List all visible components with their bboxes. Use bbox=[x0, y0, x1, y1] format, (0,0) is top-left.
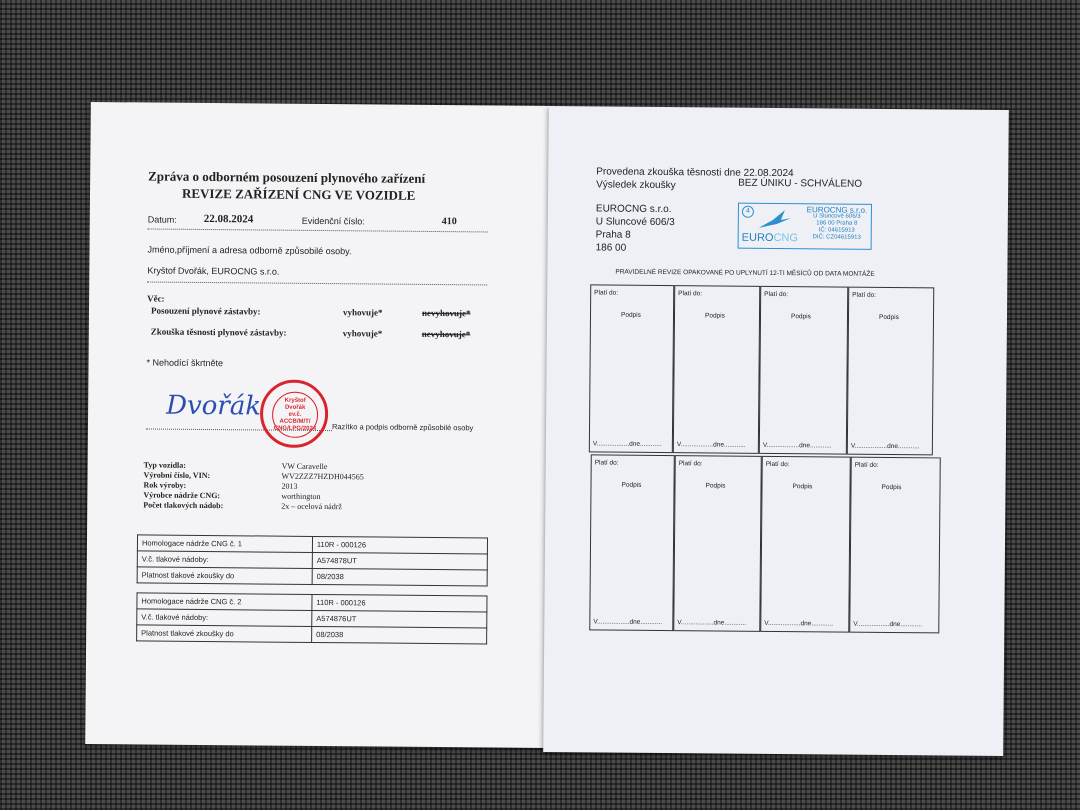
row1-ok: vyhovuje* bbox=[342, 307, 383, 318]
table-cell: A574878UT bbox=[312, 552, 487, 570]
brand-part: EURO bbox=[741, 231, 774, 244]
row2-label: Zkouška těsnosti plynové zástavby: bbox=[150, 326, 287, 338]
stamp-line: CNG/LPG/2024 bbox=[273, 425, 317, 432]
revisions-title: PRAVIDELNÉ REVIZE OPAKOVANÉ PO UPLYNUTÍ 12-TI MĚSÍCŮ OD DATA MONTÁŽE bbox=[615, 268, 875, 278]
place-date-line: V..................dne............ bbox=[677, 619, 747, 627]
company-name: EUROCNG s.r.o. bbox=[595, 203, 672, 216]
stamp-info-line: U Sluncové 606/3 bbox=[813, 213, 861, 220]
tank1-table bbox=[137, 534, 488, 586]
company-city: Praha 8 bbox=[595, 229, 631, 241]
hummingbird-icon bbox=[755, 208, 795, 232]
table-cell: 08/2038 bbox=[312, 626, 487, 644]
person-value: Kryštof Dvořák, EUROCNG s.r.o. bbox=[147, 265, 280, 277]
signature-label: Podpis bbox=[704, 312, 725, 320]
place-date-line: V..................dne............ bbox=[850, 442, 920, 451]
revision-cell bbox=[849, 457, 941, 634]
left-page bbox=[85, 102, 553, 748]
person-label: Jméno,příjmení a adresa odborně způsobilé osoby. bbox=[147, 244, 352, 257]
divider bbox=[147, 281, 487, 285]
tank-count-value: 2x – ocelová nádrž bbox=[281, 501, 342, 512]
report-subtitle: REVIZE ZAŘÍZENÍ CNG VE VOZIDLE bbox=[181, 185, 416, 203]
table-cell: Homologace nádrže CNG č. 1 bbox=[137, 535, 312, 553]
valid-until-label: Platí do: bbox=[594, 289, 619, 297]
valid-until-label: Platí do: bbox=[678, 460, 703, 468]
report-title: Zpráva o odborném posouzení plynového zařízení bbox=[148, 168, 426, 186]
tank-maker-value: worthington bbox=[281, 491, 321, 502]
vin-value: WV2ZZZ7HZDH044565 bbox=[281, 471, 364, 482]
place-date-line: V..................dne............ bbox=[853, 620, 923, 629]
stamp-info-line: IČ: 04615913 bbox=[818, 227, 855, 234]
evid-label: Evidenční číslo: bbox=[301, 215, 365, 227]
result-value: BEZ ÚNIKU - SCHVÁLENO bbox=[738, 177, 863, 190]
vin-label: Výrobní číslo, VIN: bbox=[143, 470, 211, 481]
stamp-line: ACCB/M/T/ bbox=[279, 418, 311, 425]
footnote: * Nehodící škrtněte bbox=[146, 357, 224, 369]
table-cell: V.č. tlakové nádoby: bbox=[137, 609, 312, 627]
signature-label: Podpis bbox=[881, 483, 902, 492]
signature-label: Podpis bbox=[705, 482, 726, 490]
tank-maker-label: Výrobce nádrže CNG: bbox=[143, 490, 221, 501]
table-cell: Platnost tlakové zkoušky do bbox=[137, 567, 312, 585]
stamp-caption: Razítko a podpis odborně způsobilé osoby bbox=[331, 422, 474, 433]
vec-label: Věc: bbox=[147, 293, 165, 304]
year-label: Rok výroby: bbox=[143, 480, 187, 490]
row1-nok: nevyhovuje* bbox=[421, 307, 471, 319]
table-cell: Platnost tlakové zkoušky do bbox=[137, 625, 312, 643]
table-cell: 110R - 000126 bbox=[312, 594, 487, 612]
revision-cell bbox=[760, 456, 851, 633]
datum-value: 22.08.2024 bbox=[203, 212, 254, 226]
stamp-info-line: DIČ: CZ04615913 bbox=[812, 234, 861, 241]
revision-cell bbox=[847, 287, 934, 456]
year-value: 2013 bbox=[281, 481, 298, 491]
revision-cell bbox=[759, 286, 848, 455]
tank-count-label: Počet tlakových nádob: bbox=[143, 500, 224, 511]
valid-until-label: Platí do: bbox=[678, 290, 703, 298]
table-row bbox=[137, 625, 487, 644]
signature-label: Podpis bbox=[790, 313, 811, 321]
revision-cell bbox=[589, 284, 674, 453]
brand-logo bbox=[742, 232, 798, 244]
place-date-line: V..................dne............ bbox=[762, 441, 832, 450]
place-date-line: V..................dne............ bbox=[764, 619, 834, 628]
stamp-line: ev.č. bbox=[288, 411, 302, 418]
signature-label: Podpis bbox=[621, 481, 642, 489]
tank2-table bbox=[136, 592, 487, 644]
revision-cell bbox=[673, 285, 760, 454]
company-street: U Sluncové 606/3 bbox=[595, 216, 675, 229]
datum-label: Datum: bbox=[147, 214, 177, 225]
place-date-line: V..................dne............ bbox=[676, 441, 746, 449]
company-stamp bbox=[738, 203, 872, 250]
row2-ok: vyhovuje* bbox=[342, 328, 383, 339]
table-cell: 08/2038 bbox=[312, 568, 487, 586]
vehicle-type-label: Typ vozidla: bbox=[143, 460, 186, 470]
evid-value: 410 bbox=[441, 216, 457, 228]
divider bbox=[148, 228, 488, 232]
official-stamp bbox=[260, 379, 329, 448]
signature: Dvořák bbox=[166, 390, 262, 422]
table-row bbox=[137, 567, 487, 586]
valid-until-label: Platí do: bbox=[852, 291, 877, 299]
signature-label: Podpis bbox=[878, 313, 899, 322]
vehicle-type-value: VW Caravelle bbox=[281, 461, 328, 472]
test-line: Provedena zkouška těsnosti dne 22.08.2024 bbox=[596, 166, 794, 180]
table-cell: Homologace nádrže CNG č. 2 bbox=[137, 593, 312, 611]
place-date-line: V..................dne............ bbox=[592, 440, 662, 449]
stamp-number: 4 bbox=[742, 206, 754, 218]
table-cell: A574876UT bbox=[312, 610, 487, 628]
table-cell: 110R - 000126 bbox=[312, 536, 487, 554]
right-page bbox=[543, 106, 1009, 756]
stamp-line: Dvořák bbox=[284, 404, 306, 411]
row2-nok: nevyhovuje* bbox=[421, 328, 471, 340]
revision-cell bbox=[589, 454, 675, 631]
result-label: Výsledek zkoušky bbox=[596, 179, 676, 192]
place-date-line: V..................dne............ bbox=[593, 618, 663, 627]
brand-part: CNG bbox=[773, 231, 798, 245]
stamp-info bbox=[805, 206, 869, 242]
company-zip: 186 00 bbox=[595, 242, 627, 254]
stamp-info-line: 186 00 Praha 8 bbox=[816, 220, 858, 227]
row1-label: Posouzení plynové zástavby: bbox=[150, 305, 261, 317]
valid-until-label: Platí do: bbox=[765, 460, 790, 469]
valid-until-label: Platí do: bbox=[594, 459, 619, 467]
valid-until-label: Platí do: bbox=[854, 461, 879, 469]
table-cell: V.č. tlakové nádoby: bbox=[137, 551, 312, 569]
stamp-info-line: EUROCNG s.r.o. bbox=[806, 205, 868, 215]
revision-cell bbox=[673, 455, 762, 632]
stamp-line: Kryštof bbox=[284, 397, 306, 404]
signature-label: Podpis bbox=[792, 483, 813, 491]
valid-until-label: Platí do: bbox=[764, 290, 789, 299]
signature-label: Podpis bbox=[620, 311, 641, 319]
